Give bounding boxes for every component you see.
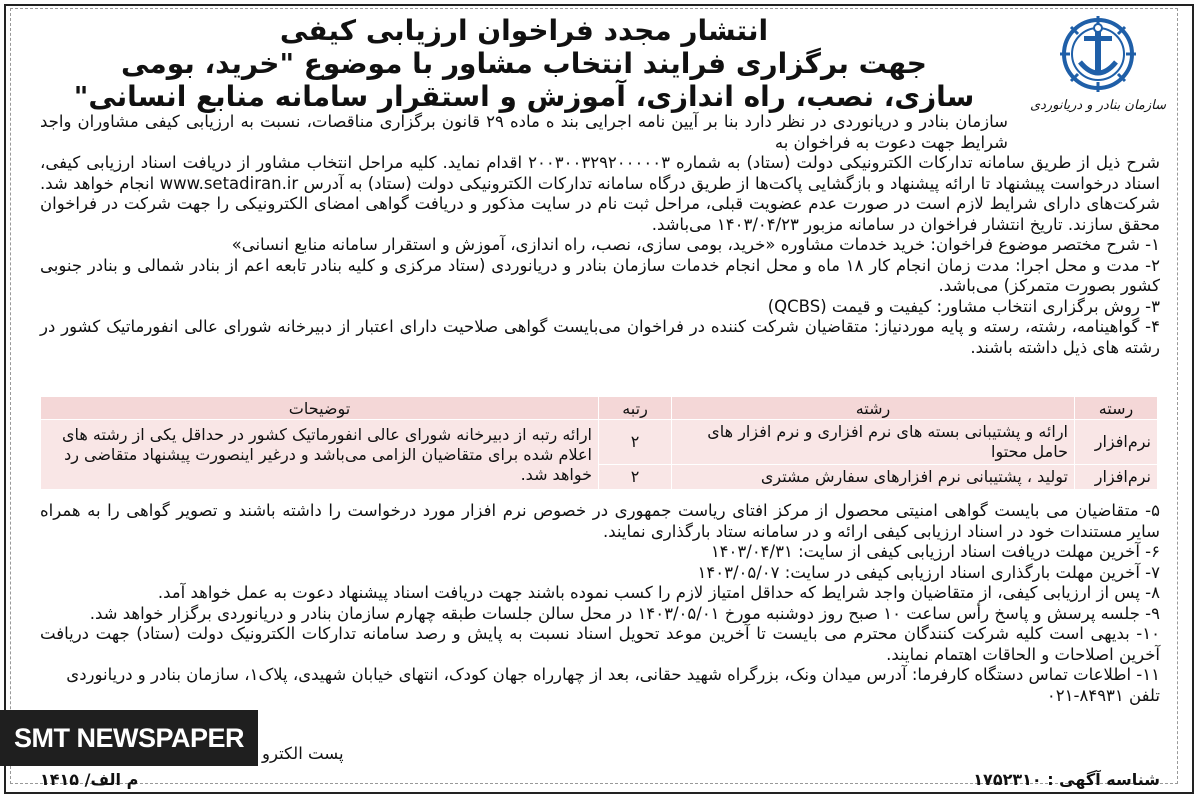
rank-cell: ۲ xyxy=(599,420,672,465)
title-line-2: جهت برگزاری فرایند انتخاب مشاور با موضوع "خرید، بومی xyxy=(121,47,927,80)
category-cell: نرم‌افزار xyxy=(1075,420,1158,465)
newspaper-watermark: SMT NEWSPAPER xyxy=(0,710,258,766)
list-item: ۱۰- بدیهی است کلیه شرکت کنندگان محترم می بایست تا آخرین موعد تحویل اسناد نسبت به پایش و رصد سامانه تدارکات الکترونیک دولت (ستاد) جهت دریافت آخرین اصلاحات و الحاقات اهتمام نمایند. xyxy=(40,624,1160,664)
email-label: پست الکترو xyxy=(262,744,344,763)
description-cell: ارائه رتبه از دبیرخانه شورای عالی انفورماتیک کشور در حداقل یکی از رشته های اعلام شده برای متقاضیان الزامی می‌باشد و درغیر اینصورت پیشنهاد متقاضی رد خواهد شد. xyxy=(41,420,599,490)
column-header-category: رسته xyxy=(1075,397,1158,420)
column-header-rank: رتبه xyxy=(599,397,672,420)
list-item: ۳- روش برگزاری انتخاب مشاور: کیفیت و قیمت (QCBS) xyxy=(767,296,1160,316)
list-item: ۵- متقاضیان می بایست گواهی امنیتی محصول از مرکز افتای ریاست جمهوری در خصوص نرم افزار مورد درخواست را داشته باشند و تصویر گواهی را به همراه سایر مستندات خود در اسناد ارزیابی کیفی ارائه و در سامانه ستاد بارگذاری نمایند. xyxy=(40,501,1160,541)
announcement-body xyxy=(40,112,1160,358)
list-item: ۲- مدت و محل اجرا: مدت زمان انجام کار ۱۸ ماه و محل انجام خدمات سازمان بنادر و دریانوردی (ستاد مرکزی و کلیه بنادر تابعه اعم از بنادر شمالی و بنادر جنوبی کشور بصورت متمرکز) می‌باشد. xyxy=(40,255,1160,295)
announcement-title xyxy=(44,14,1004,113)
logo-caption: سازمان بنادر و دریانوردی xyxy=(1029,98,1167,113)
title-line-1: انتشار مجدد فراخوان ارزیابی کیفی xyxy=(279,14,769,47)
organization-logo xyxy=(1018,12,1178,120)
title-line-3: سازی، نصب، راه اندازی، آموزش و استقرار سامانه منابع انسانی" xyxy=(73,80,975,113)
list-item: ۷- آخرین مهلت بارگذاری اسناد ارزیابی کیفی در سایت: ۱۴۰۳/۰۵/۰۷ xyxy=(697,562,1160,582)
ad-id: شناسه آگهی : ۱۷۵۲۳۱۰ xyxy=(973,770,1160,789)
footer xyxy=(40,770,1160,794)
column-header-description: توضیحات xyxy=(41,397,599,420)
list-item: ۸- پس از ارزیابی کیفی، از متقاضیان واجد شرایط که حداقل امتیاز لازم را کسب نموده باشند جهت دریافت اسناد پیشنهاد دعوت به عمل خواهد آمد. xyxy=(157,583,1160,602)
phone-line: تلفن ۸۴۹۳۱-۰۲۱ xyxy=(1046,685,1160,705)
rank-cell: ۲ xyxy=(599,465,672,490)
qualification-table xyxy=(40,396,1158,490)
anchor-wheel-icon xyxy=(1050,12,1146,98)
list-item: ۴- گواهینامه، رشته، رسته و پایه موردنیاز: متقاضیان شرکت کننده در فراخوان می‌بایست گواهی صلاحیت دارای اعتبار از دبیرخانه شورای عالی انفورماتیک کشور در رشته های ذیل داشته باشند. xyxy=(40,317,1160,357)
table-row xyxy=(41,420,1158,465)
announcement-conditions xyxy=(40,501,1160,706)
list-item: ۶- آخرین مهلت دریافت اسناد ارزیابی کیفی از سایت: ۱۴۰۳/۰۴/۳۱ xyxy=(710,542,1160,561)
category-cell: نرم‌افزار xyxy=(1075,465,1158,490)
list-item: ۱۱- اطلاعات تماس دستگاه کارفرما: آدرس میدان ونک، بزرگراه شهید حقانی، بعد از چهارراه جهان کودک، انتهای خیابان شهیدی، پلاک۱، سازمان بنادر و دریانوردی xyxy=(66,665,1160,684)
intro-paragraph-1: سازمان بنادر و دریانوردی در نظر دارد بنا بر آیین نامه اجرایی بند ه ماده ۲۹ قانون برگزاری مناقصات، نسبت به ارزیابی کیفی مشاوران واجد شرایط جهت دعوت به فراخوان به xyxy=(40,112,1008,152)
field-cell: ارائه و پشتیبانی بسته های نرم افزاری و نرم افزار های حامل محتوا xyxy=(672,420,1075,465)
field-cell: تولید ، پشتیبانی نرم افزارهای سفارش مشتری xyxy=(672,465,1075,490)
ad-code: م الف/ ۱۴۱۵ xyxy=(40,770,139,789)
intro-paragraph-2: شرح ذیل از طریق سامانه تدارکات الکترونیکی دولت (ستاد) به شماره ۲۰۰۳۰۰۳۲۹۲۰۰۰۰۰۳ اقدام نماید. کلیه مراحل انتخاب مشاور از دریافت اسناد ارزیابی کیفی، اسناد درخواست پیشنهاد تا ارائه پیشنهاد و بازگشایی پاکت‌ها از طریق درگاه سامانه تدارکات الکترونیکی دولت (ستاد) به آدرس www.setadiran.ir انجام خواهد شد. شرکت‌های دارای شرایط لازم است در صورت عدم عضویت قبلی، مراحل ثبت نام در سایت مذکور و دریافت گواهی امضای الکترونیکی را جهت شرکت در فراخوان محقق سازند. تاریخ انتشار فراخوان در سامانه مزبور ۱۴۰۳/۰۴/۲۳ می‌باشد. xyxy=(40,153,1160,234)
list-item: ۱- شرح مختصر موضوع فراخوان: خرید خدمات مشاوره «خرید، بومی سازی، نصب، راه اندازی، آموزش و استقرار سامانه منابع انسانی» xyxy=(231,235,1160,254)
column-header-field: رشته xyxy=(672,397,1075,420)
table-header-row xyxy=(41,397,1158,420)
list-item: ۹- جلسه پرسش و پاسخ رأس ساعت ۱۰ صبح روز دوشنبه مورخ ۱۴۰۳/۰۵/۰۱ در محل سالن جلسات طبقه چهارم سازمان بنادر و دریانوردی برگزار خواهد شد. xyxy=(89,603,1160,623)
